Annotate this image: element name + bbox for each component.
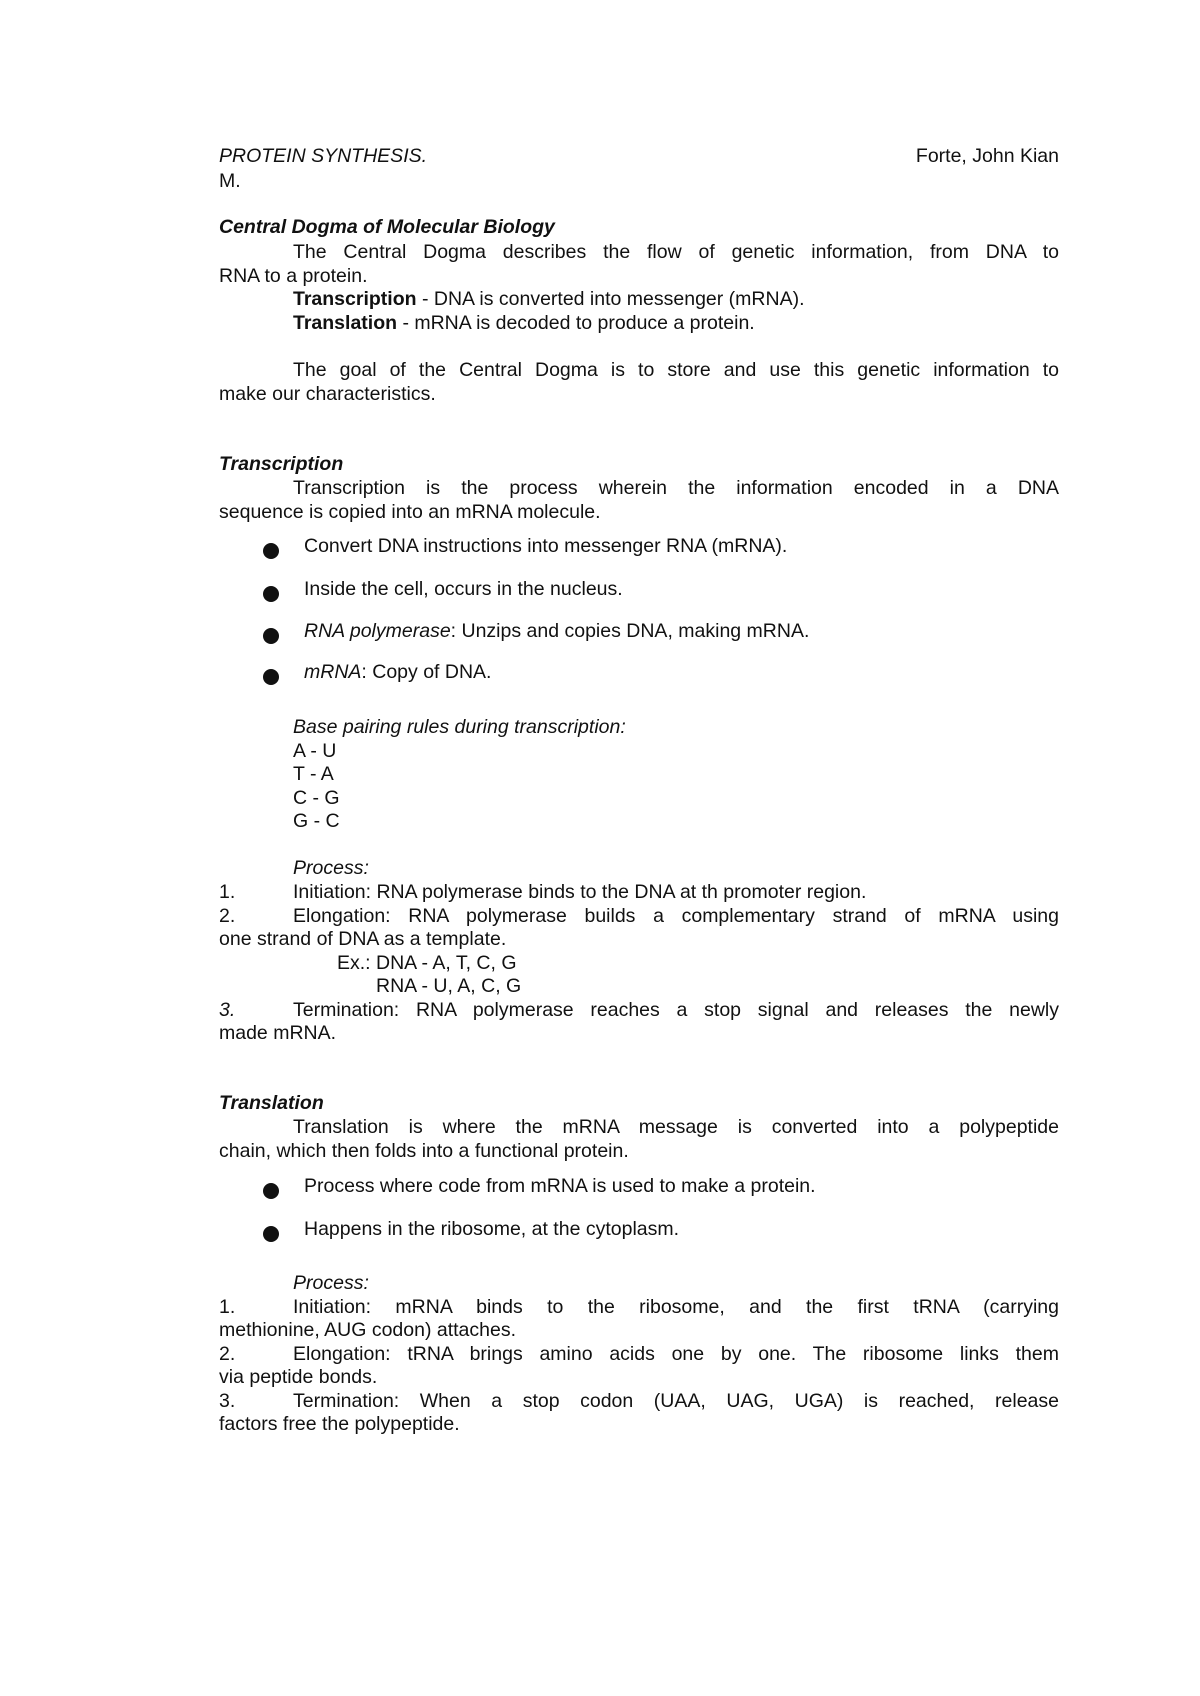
definition-term: Transcription — [293, 288, 417, 310]
list-item-term: mRNA — [304, 661, 362, 683]
base-pair: T - A — [293, 763, 334, 785]
author-name: Forte, John Kian — [915, 145, 1059, 167]
base-pair: G - C — [293, 810, 340, 832]
step-number: 3. — [219, 1390, 236, 1412]
step-text-cont: factors free the polypeptide. — [219, 1413, 460, 1435]
step-text-cont: made mRNA. — [219, 1022, 337, 1044]
list-item — [304, 660, 491, 685]
subheading-base-pairing: Base pairing rules during transcription: — [293, 716, 626, 738]
step-text: Initiation: RNA polymerase binds to the DNA at th promoter region. — [293, 881, 867, 903]
step-text: Initiation: mRNA binds to the ribosome, and the first tRNA (carrying — [293, 1296, 1059, 1318]
bullet-icon — [263, 1226, 279, 1242]
paragraph-line: chain, which then folds into a functional protein. — [219, 1140, 629, 1162]
list-item: Inside the cell, occurs in the nucleus. — [304, 578, 623, 600]
document-title: PROTEIN SYNTHESIS. — [219, 145, 428, 167]
step-text-cont: via peptide bonds. — [219, 1366, 378, 1388]
list-item: Process where code from mRNA is used to make a protein. — [304, 1175, 816, 1197]
section-heading-translation: Translation — [219, 1092, 324, 1114]
bullet-icon — [263, 628, 279, 644]
step-text: Termination: RNA polymerase reaches a stop signal and releases the newly — [293, 999, 1059, 1021]
paragraph-line: The Central Dogma describes the flow of genetic information, from DNA to — [293, 241, 1059, 263]
definition-term: Translation — [293, 312, 398, 334]
base-pair: C - G — [293, 787, 340, 809]
definition-transcription — [293, 287, 804, 312]
author-name-cont: M. — [219, 170, 241, 192]
paragraph-line: RNA to a protein. — [219, 265, 368, 287]
list-item-text: : Unzips and copies DNA, making mRNA. — [450, 620, 810, 642]
base-pair: A - U — [293, 740, 337, 762]
list-item-text: : Copy of DNA. — [361, 661, 492, 683]
step-text: Elongation: tRNA brings amino acids one by one. The ribosome links them — [293, 1343, 1059, 1365]
step-number: 3. — [219, 999, 236, 1021]
list-item: Happens in the ribosome, at the cytoplasm. — [304, 1218, 680, 1240]
step-number: 2. — [219, 905, 236, 927]
paragraph-line: sequence is copied into an mRNA molecule. — [219, 501, 601, 523]
bullet-icon — [263, 586, 279, 602]
example-dna: Ex.: DNA - A, T, C, G — [337, 952, 517, 974]
paragraph-line: make our characteristics. — [219, 383, 436, 405]
section-heading-central-dogma: Central Dogma of Molecular Biology — [219, 216, 555, 238]
definition-text: - DNA is converted into messenger (mRNA). — [416, 288, 805, 310]
definition-translation — [293, 311, 755, 336]
paragraph-line: Transcription is the process wherein the information encoded in a DNA — [293, 477, 1059, 499]
step-text: Elongation: RNA polymerase builds a complementary strand of mRNA using — [293, 905, 1059, 927]
step-text: Termination: When a stop codon (UAA, UAG, UGA) is reached, release — [293, 1390, 1059, 1412]
definition-text: - mRNA is decoded to produce a protein. — [397, 312, 755, 334]
step-number: 1. — [219, 1296, 236, 1318]
subheading-process: Process: — [293, 857, 369, 879]
paragraph-line: The goal of the Central Dogma is to store and use this genetic information to — [293, 359, 1059, 381]
step-number: 1. — [219, 881, 236, 903]
list-item — [304, 619, 809, 644]
list-item: Convert DNA instructions into messenger RNA (mRNA). — [304, 535, 788, 557]
bullet-icon — [263, 669, 279, 685]
step-text-cont: methionine, AUG codon) attaches. — [219, 1319, 517, 1341]
bullet-icon — [263, 543, 279, 559]
subheading-process: Process: — [293, 1272, 369, 1294]
list-item-term: RNA polymerase — [304, 620, 451, 642]
bullet-icon — [263, 1183, 279, 1199]
section-heading-transcription: Transcription — [219, 453, 344, 475]
step-text-cont: one strand of DNA as a template. — [219, 928, 507, 950]
paragraph-line: Translation is where the mRNA message is converted into a polypeptide — [293, 1116, 1059, 1138]
example-rna: RNA - U, A, C, G — [376, 975, 522, 997]
step-number: 2. — [219, 1343, 236, 1365]
